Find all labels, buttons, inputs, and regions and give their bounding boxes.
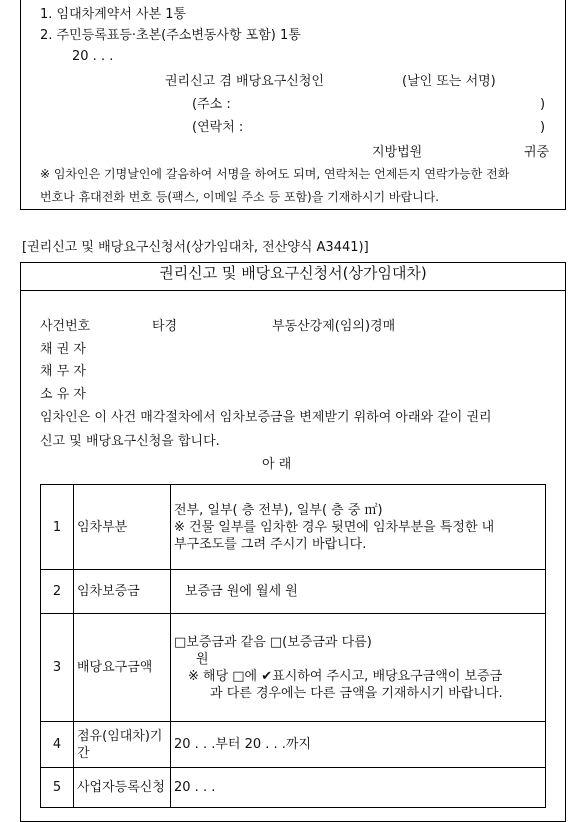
debtor-label: 채 무 자 (40, 364, 86, 379)
row-line: 전부, 일부( 층 전부), 일부( 층 중 ㎡) (174, 502, 383, 518)
court-suffix: 귀중 (524, 145, 550, 160)
table-row (41, 722, 546, 768)
address-close-paren: ) (540, 97, 546, 112)
row-number: 2 (41, 570, 74, 614)
contact-close-paren: ) (540, 120, 546, 135)
case-kind: 부동산강제(임의)경매 (272, 319, 396, 334)
row-value: 보증금 원에 월세 원 (171, 570, 546, 614)
row-value (171, 485, 546, 570)
title-divider (20, 290, 566, 291)
contact-label: (연락처 : (192, 120, 244, 135)
date-line: 20 . . . (72, 49, 114, 64)
row-line: 과 다른 경우에는 다른 금액을 기재하시기 바랍니다. (210, 685, 503, 701)
details-table (40, 484, 546, 808)
form-title: 권리신고 및 배당요구신청서(상가임대차) (159, 264, 427, 282)
intro-line-2: 신고 및 배당요구신청을 합니다. (40, 434, 220, 449)
table-row (41, 570, 546, 614)
note-line-1: ※ 임차인은 기명날인에 갈음하여 서명을 하여도 되며, 연락처는 언제든지 연락가능한 전화 (40, 167, 510, 181)
row-value: 20 . . .부터 20 . . .까지 (171, 722, 546, 768)
court-name: 지방법원 (372, 145, 423, 160)
row-line: ※ 해당 □에 ✔표시하여 주시고, 배당요구금액이 보증금 (188, 668, 503, 684)
row-label: 점유(임대차)기간 (74, 722, 171, 768)
table-row (41, 485, 546, 570)
row-number: 1 (41, 485, 74, 570)
applicant-label: 권리신고 겸 배당요구신청인 (165, 74, 324, 89)
creditor-label: 채 권 자 (40, 342, 86, 357)
row-value (171, 614, 546, 722)
row-number: 4 (41, 722, 74, 768)
attachment-item-2: 2. 주민등록표등·초본(주소변동사항 포함) 1통 (40, 28, 301, 43)
below-heading: 아 래 (262, 457, 292, 472)
section-caption: [권리신고 및 배당요구신청서(상가임대차, 전산양식 A3441)] (22, 240, 369, 255)
attachment-item-1: 1. 임대차계약서 사본 1통 (40, 7, 187, 22)
row-line: ※ 건물 일부를 임차한 경우 뒷면에 임차부분을 특정한 내 (174, 519, 495, 535)
row-line: 부구조도를 그려 주시기 바랍니다. (174, 536, 367, 552)
row-line: 원 (196, 651, 209, 667)
table-row (41, 768, 546, 808)
case-type: 타경 (152, 319, 178, 334)
table-row (41, 614, 546, 722)
owner-label: 소 유 자 (40, 387, 86, 402)
intro-line-1: 임차인은 이 사건 매각절차에서 임차보증금을 변제받기 위하여 아래와 같이 권리 (40, 410, 492, 425)
row-label: 임차보증금 (74, 570, 171, 614)
row-number: 5 (41, 768, 74, 808)
seal-note: (날인 또는 서명) (402, 74, 496, 89)
row-label: 임차부분 (74, 485, 171, 570)
row-label: 사업자등록신청 (74, 768, 171, 808)
row-value: 20 . . . (171, 768, 546, 808)
case-number-label: 사건번호 (40, 319, 91, 334)
address-label: (주소 : (192, 97, 231, 112)
row-number: 3 (41, 614, 74, 722)
note-line-2: 번호나 휴대전화 번호 등(팩스, 이메일 주소 등 포함)을 기재하시기 바랍니다. (40, 190, 440, 204)
row-label: 배당요구금액 (74, 614, 171, 722)
row-line: □보증금과 같음 □(보증금과 다름) (174, 634, 372, 650)
